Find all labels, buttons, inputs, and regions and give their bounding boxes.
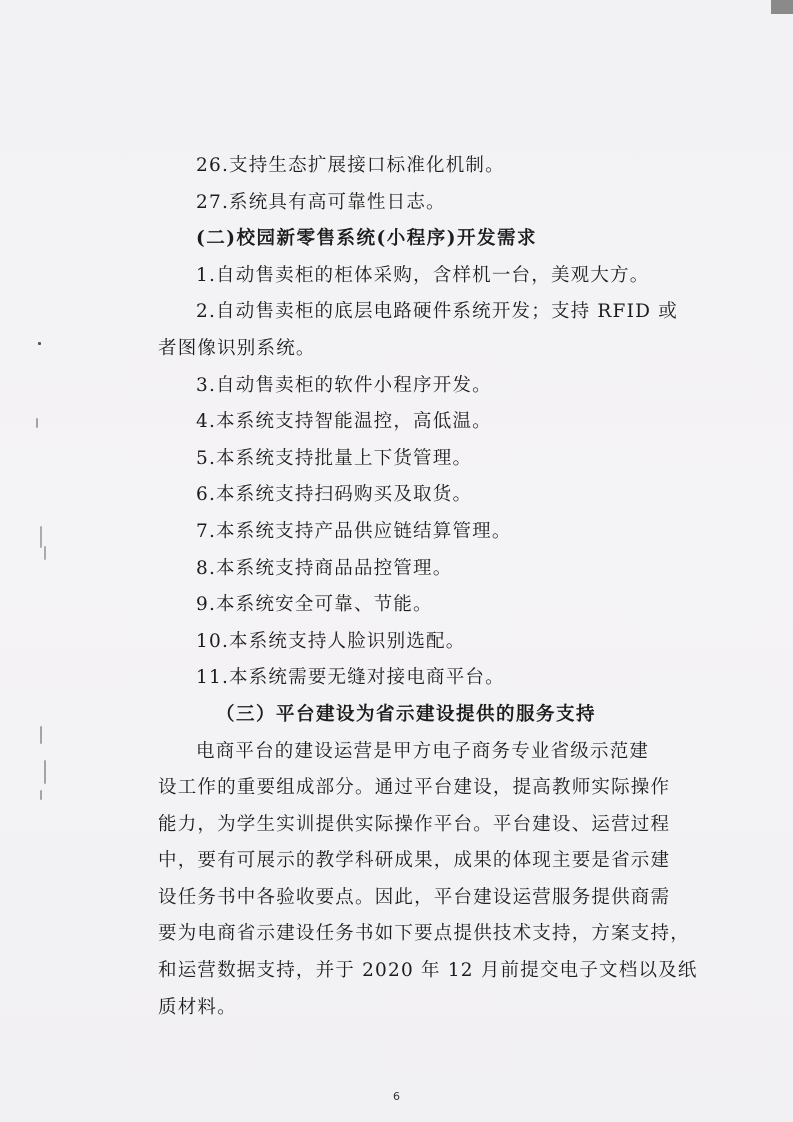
section-heading-3: （三）平台建设为省示建设提供的服务支持 bbox=[216, 703, 597, 725]
list-item-5: 5.本系统支持批量上下货管理。 bbox=[196, 447, 473, 469]
scan-artifact bbox=[44, 760, 46, 784]
paragraph-line: 设任务书中各验收要点。因此，平台建设运营服务提供商需 bbox=[158, 886, 671, 908]
list-item-2-continued: 者图像识别系统。 bbox=[158, 337, 316, 359]
scan-artifact bbox=[44, 546, 46, 560]
list-item-26: 26.支持生态扩展接口标准化机制。 bbox=[196, 155, 505, 176]
paragraph-line: 设工作的重要组成部分。通过平台建设，提高教师实际操作 bbox=[158, 777, 671, 799]
scan-artifact bbox=[38, 342, 41, 345]
paragraph-line: 能力，为学生实训提供实际操作平台。平台建设、运营过程 bbox=[158, 813, 671, 835]
scan-artifact bbox=[40, 726, 42, 744]
paragraph-line: 中，要有可展示的教学科研成果，成果的体现主要是省示建 bbox=[158, 850, 671, 872]
scan-artifact bbox=[40, 790, 42, 800]
scan-corner-shadow bbox=[771, 0, 793, 14]
list-item-6: 6.本系统支持扫码购买及取货。 bbox=[196, 484, 473, 506]
list-item-4: 4.本系统支持智能温控，高低温。 bbox=[196, 411, 492, 433]
paragraph-line: 电商平台的建设运营是甲方电子商务专业省级示范建 bbox=[196, 740, 650, 762]
list-item-27: 27.系统具有高可靠性日志。 bbox=[196, 191, 446, 213]
paragraph-line: 质材料。 bbox=[158, 996, 237, 1018]
paragraph-line: 和运营数据支持，并于 2020 年 12 月前提交电子文档以及纸 bbox=[158, 960, 698, 982]
section-heading-2: (二)校园新零售系统(小程序)开发需求 bbox=[196, 228, 538, 250]
paragraph-line: 要为电商省示建设任务书如下要点提供技术支持，方案支持， bbox=[158, 923, 690, 945]
list-item-10: 10.本系统支持人脸识别选配。 bbox=[196, 630, 466, 652]
list-item-7: 7.本系统支持产品供应链结算管理。 bbox=[196, 520, 512, 542]
list-item-11: 11.本系统需要无缝对接电商平台。 bbox=[196, 667, 505, 689]
page-number: 6 bbox=[393, 1090, 400, 1103]
list-item-9: 9.本系统安全可靠、节能。 bbox=[196, 594, 433, 616]
list-item-3: 3.自动售卖柜的软件小程序开发。 bbox=[196, 374, 492, 396]
list-item-1: 1.自动售卖柜的柜体采购，含样机一台，美观大方。 bbox=[196, 264, 650, 286]
document-body bbox=[158, 148, 740, 1026]
scan-artifact bbox=[36, 418, 38, 428]
list-item-8: 8.本系统支持商品品控管理。 bbox=[196, 557, 453, 579]
list-item-2: 2.自动售卖柜的底层电路硬件系统开发；支持 RFID 或 bbox=[196, 301, 678, 323]
scan-artifact bbox=[40, 526, 42, 548]
